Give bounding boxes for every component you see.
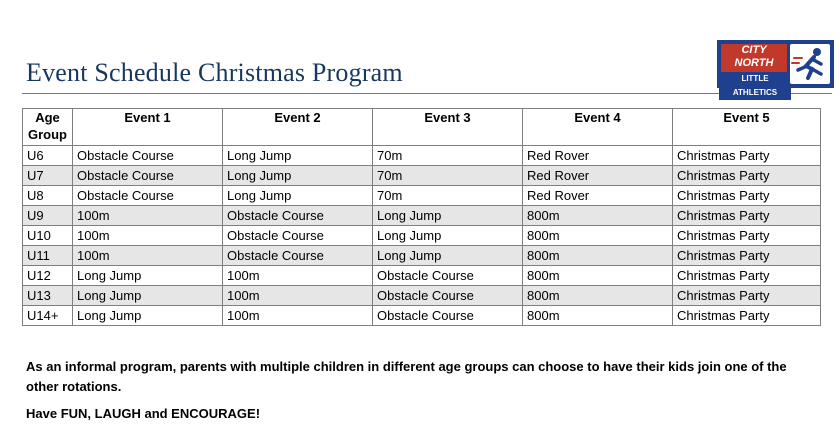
table-header-row — [23, 109, 821, 146]
table-row — [23, 146, 821, 166]
header-age-group: Age Group — [23, 109, 73, 146]
logo-line-3: LITTLE ATHLETICS — [719, 72, 791, 100]
table-row — [23, 286, 821, 306]
header-event-2: Event 2 — [223, 109, 373, 146]
age-group-cell: U12 — [23, 266, 73, 286]
event-cell: 100m — [73, 246, 223, 266]
event-cell: Christmas Party — [673, 206, 821, 226]
event-cell: Long Jump — [373, 226, 523, 246]
event-cell: Christmas Party — [673, 286, 821, 306]
event-cell: Long Jump — [73, 306, 223, 326]
table-row — [23, 186, 821, 206]
event-cell: Long Jump — [223, 166, 373, 186]
table-row — [23, 166, 821, 186]
event-cell: Obstacle Course — [223, 246, 373, 266]
event-cell: 800m — [523, 206, 673, 226]
table-row — [23, 226, 821, 246]
event-cell: Red Rover — [523, 166, 673, 186]
age-group-cell: U10 — [23, 226, 73, 246]
age-group-cell: U7 — [23, 166, 73, 186]
event-cell: Obstacle Course — [223, 226, 373, 246]
event-cell: Red Rover — [523, 146, 673, 166]
event-cell: Obstacle Course — [73, 166, 223, 186]
event-cell: Obstacle Course — [73, 186, 223, 206]
event-cell: Obstacle Course — [373, 266, 523, 286]
title-divider — [22, 93, 832, 94]
header-event-5: Event 5 — [673, 109, 821, 146]
logo-line-1: CITY — [741, 44, 767, 56]
logo-line-2: NORTH — [734, 57, 774, 69]
event-cell: Long Jump — [73, 266, 223, 286]
table-row — [23, 246, 821, 266]
age-group-cell: U11 — [23, 246, 73, 266]
age-group-cell: U6 — [23, 146, 73, 166]
logo-red-panel — [721, 44, 787, 72]
event-cell: 70m — [373, 186, 523, 206]
event-cell: 800m — [523, 266, 673, 286]
event-cell: Long Jump — [223, 146, 373, 166]
table-row — [23, 306, 821, 326]
event-cell: Christmas Party — [673, 306, 821, 326]
club-logo — [717, 40, 834, 97]
event-cell: 70m — [373, 166, 523, 186]
program-note: As an informal program, parents with multiple children in different age groups can choose to have their kids join one of the other rotations. — [26, 359, 787, 394]
event-cell: Obstacle Course — [373, 286, 523, 306]
table-row — [23, 266, 821, 286]
event-cell: Obstacle Course — [373, 306, 523, 326]
header-event-1: Event 1 — [73, 109, 223, 146]
event-cell: 100m — [223, 306, 373, 326]
event-cell: 800m — [523, 246, 673, 266]
header-event-3: Event 3 — [373, 109, 523, 146]
page-title: Event Schedule Christmas Program — [26, 58, 403, 87]
event-cell: Red Rover — [523, 186, 673, 206]
event-cell: 800m — [523, 286, 673, 306]
event-cell: 100m — [223, 266, 373, 286]
event-cell: 100m — [223, 286, 373, 306]
age-group-cell: U9 — [23, 206, 73, 226]
event-cell: Long Jump — [223, 186, 373, 206]
event-schedule-table — [22, 108, 821, 326]
event-cell: Christmas Party — [673, 146, 821, 166]
event-cell: Long Jump — [373, 246, 523, 266]
motto: Have FUN, LAUGH and ENCOURAGE! — [26, 406, 261, 421]
event-cell: Christmas Party — [673, 226, 821, 246]
event-cell: Obstacle Course — [223, 206, 373, 226]
age-group-cell: U13 — [23, 286, 73, 306]
runner-icon — [790, 44, 830, 84]
event-cell: Long Jump — [373, 206, 523, 226]
event-cell: 800m — [523, 226, 673, 246]
event-cell: 100m — [73, 226, 223, 246]
event-cell: 70m — [373, 146, 523, 166]
age-group-cell: U8 — [23, 186, 73, 206]
event-cell: Obstacle Course — [73, 146, 223, 166]
header-event-4: Event 4 — [523, 109, 673, 146]
event-cell: 100m — [73, 206, 223, 226]
event-cell: Christmas Party — [673, 266, 821, 286]
event-cell: Long Jump — [73, 286, 223, 306]
event-cell: Christmas Party — [673, 186, 821, 206]
event-cell: 800m — [523, 306, 673, 326]
event-cell: Christmas Party — [673, 246, 821, 266]
age-group-cell: U14+ — [23, 306, 73, 326]
table-row — [23, 206, 821, 226]
event-cell: Christmas Party — [673, 166, 821, 186]
